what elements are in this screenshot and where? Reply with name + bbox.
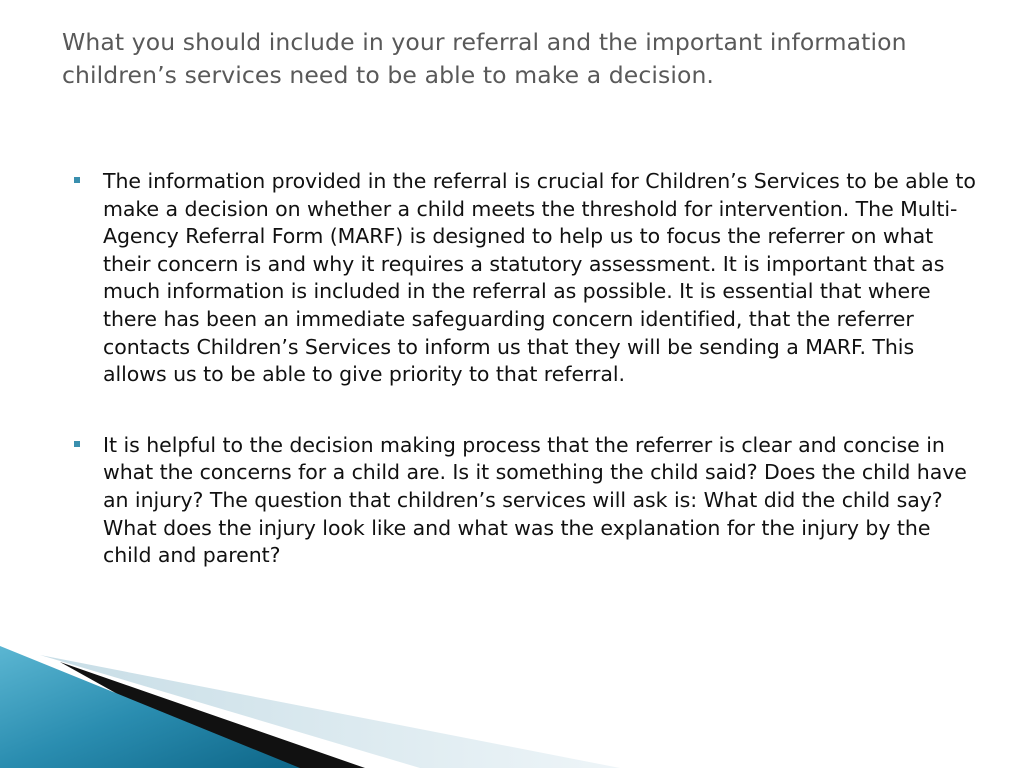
slide-title: What you should include in your referral and the important information children’s services need to be able to make a decision. — [62, 28, 907, 89]
bullet-text: It is helpful to the decision making process that the referrer is clear and concise in what the concerns for a child are. Is it something the child said? Does the child have an injury? The question that children’s services will ask is: What did the child say? What does the injury look like and what was the explanation for the injury by the child and parent? — [103, 432, 967, 568]
bullet-text: The information provided in the referral is crucial for Children’s Services to be able to make a decision on whether a child meets the threshold for intervention. The Multi-Agency Referral Form (MARF) is designed to help us to focus the referrer on what their concern is and why it requires a statutory assessment. It is important that as much information is included in the referral as possible. It is essential that where there has been an immediate safeguarding concern identified, that the referrer contacts Children’s Services to inform us that they will be sending a MARF. This allows us to be able to give priority to that referral. — [103, 169, 976, 387]
